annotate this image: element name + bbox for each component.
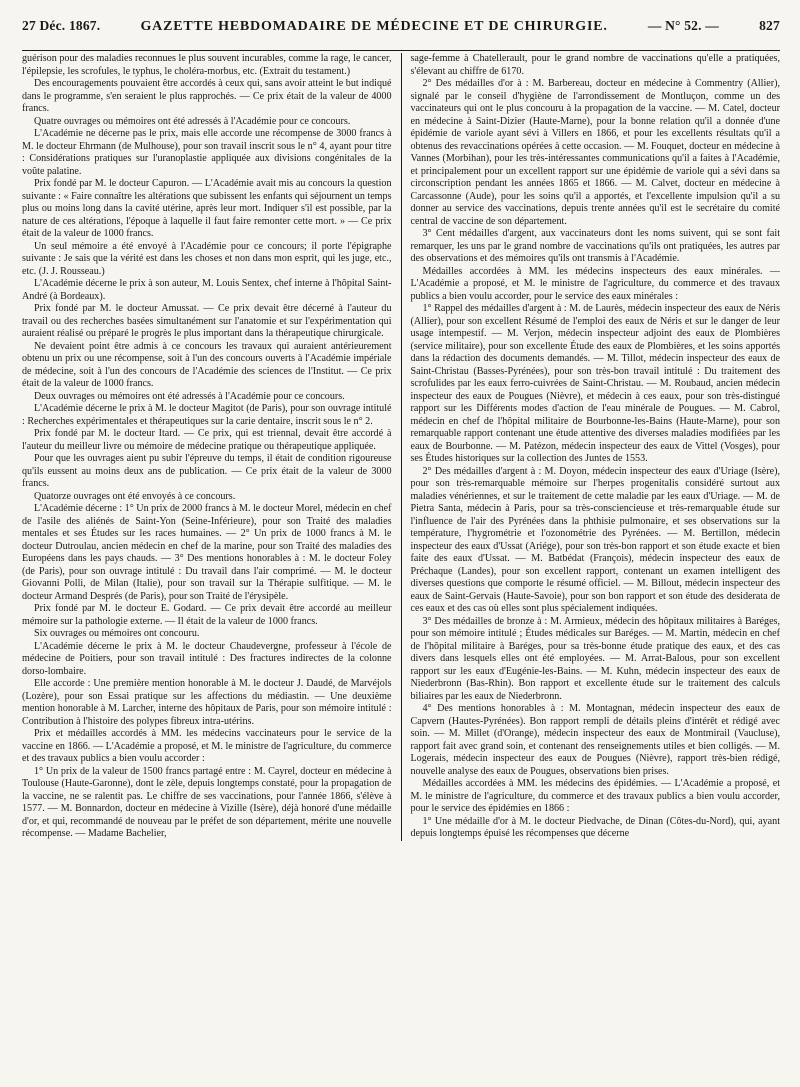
paragraph: 1° Une médaille d'or à M. le docteur Piedvache, de Dinan (Côtes-du-Nord), qui, ayant depuis longtemps épuisé les récompenses que décerne bbox=[410, 815, 781, 839]
paragraph: 2° Des médailles d'argent à : M. Doyon, médecin inspecteur des eaux d'Uriage (Isère), pour son très-remarquable mémoire sur l'herpes progenitalis considéré surtout aux maladies vénériennes, et sur le traitement de cette maladie par les eaux d'Uriage. — M. de Pietra Santa, médecin à Paris, pour sa très-consciencieuse et très-remarquable étude sur l'influence de l'air des Pyrénées dans la phthisie pulmonaire, et ses observations sur la température, l'hygrométrie et l'ozonométrie des Pyrénées. — M. Bertillon, médecin inspecteur des eaux d'Ussat (Ariége), pour son très-bon rapport et son étude exacte et bien faite des eaux d'Ussat. — M. Batbédat (François), médecin inspecteur des eaux de Préchaque (Landes), pour son excellent rapport, contenant un examen intelligent des diverses questions que comporte le résumé officiel. — M. Billout, médecin inspecteur des eaux de Saint-Gervais (Haute-Savoie), pour son bon rapport et son étude des desiderata de ces eaux et des cas où elles sont plus spécialement indiquées. bbox=[410, 465, 781, 614]
paragraph: Prix et médailles accordés à MM. les médecins vaccinateurs pour le service de la vaccine en 1866. — L'Académie a proposé, et M. le ministre de l'agriculture, du commerce et des travaux publics a bien voulu accorder : bbox=[22, 728, 392, 764]
paragraph: Quatre ouvrages ou mémoires ont été adressés à l'Académie pour ce concours. bbox=[34, 115, 351, 127]
paragraph: sage-femme à Chatellerault, pour le grand nombre de vaccinations qu'elle a pratiquées, s'élevant au chiffre de 6170. bbox=[410, 53, 781, 77]
column-divider bbox=[401, 53, 402, 841]
header-date: 27 Déc. 1867. bbox=[22, 18, 101, 33]
paragraph: L'Académie décerne le prix à son auteur, M. Louis Sentex, chef interne à l'hôpital Saint-André (à Bordeaux). bbox=[22, 278, 392, 302]
header-title: GAZETTE HEBDOMADAIRE DE MÉDECINE ET DE CHIRURGIE. bbox=[140, 19, 608, 34]
paragraph: Ne devaient point être admis à ce concours les travaux qui auraient antérieurement obtenu un prix ou une récompense, soit à l'un des concours ouverts à l'Académie impériale de médecine, soit à l'un des concours de l'Académie des sciences de l'Institut. — Ce prix était de la valeur de 1000 francs. bbox=[22, 340, 392, 389]
paragraph: Six ouvrages ou mémoires ont concouru. bbox=[34, 628, 200, 639]
paragraph: 1° Rappel des médailles d'argent à : M. de Laurès, médecin inspecteur des eaux de Néris (Allier), pour son excellent Résumé de l'emploi des eaux de Néris et sur le danger de leur usage intempestif. — M. Verjon, médecin inspecteur adjoint des eaux de Plombières (service militaire), pour son excellente Étude des eaux de Plombières, et les soins apportés dans la rédaction des documents demandés. — M. Tillot, médecin inspecteur des eaux de Saint-Christau (Basses-Pyrénées), pour son très-bon travail intitulé : Du traitement des scrofulides par les eaux ferro-cuivrées de Saint-Christau. — M. Roubaud, ancien médecin inspecteur des eaux de Pougues (Nièvre), et médecin à ces eaux, pour son très-distingué rapport sur les Différents modes d'action de l'eau minérale de Pougues. — M. Cabrol, médecin en chef de l'hôpital militaire de Bourbonne-les-Bains (Haute-Marne), pour son remarquable rapport contenant une étude attentive des diverses maladies modifiées par les eaux de Bourbonne. — M. Patézon, médecin inspecteur des eaux de Vittel (Vosges), pour ses Études historiques sur la collection des Juntes de 1553. bbox=[410, 303, 781, 464]
paragraph: Elle accorde : Une première mention honorable à M. le docteur J. Daudé, de Marvéjols (Lozère), pour son Essai pratique sur les affections du médiastin. — Une deuxième mention honorable à M. Larcher, interne des hôpitaux de Paris, pour son mémoire intitulé : Contribution à l'histoire des polypes fibreux intra-utérins. bbox=[22, 678, 392, 727]
paragraph: 2° Des médailles d'or à : M. Barbereau, docteur en médecine à Commentry (Allier), signalé par le conseil d'hygiène de l'arrondissement de Montluçon, comme un des vaccinateurs qui ont le plus concouru à la propagation de la vaccine. — M. Catel, docteur en médecine à Saint-Dizier (Haute-Marne), pour la bonne relation qu'il a donnée d'une épidémie de variole ayant sévi à Villers en 1866, et pour les excellents résultats qu'il a obtenus des revaccinations opérées à cette occasion. — M. Fouquet, docteur en médecine à Vannes (Morbihan), pour les très-intéressantes communications qu'il a faites à l'Académie, et principalement pour un excellent rapport sur une épidémie de variole qui a sévi dans sa circonscription pendant les années 1865 et 1866. — M. Calvet, docteur en médecine à Carcassonne (Aude), pour les soins qu'il a apportés, et l'excellente impulsion qu'il a su donner au service des vaccinations, depuis trente années qu'il est le secrétaire du comité central de vaccine de son département. bbox=[410, 78, 781, 227]
paragraph: Quatorze ouvrages ont été envoyés à ce concours. bbox=[34, 490, 236, 502]
paragraph: Prix fondé par M. le docteur E. Godard. — Ce prix devait être accordé au meilleur mémoire sur la pathologie externe. — Il était de la valeur de 1000 francs. bbox=[22, 603, 392, 627]
paragraph: L'Académie décerne le prix à M. le docteur Magitot (de Paris), pour son ouvrage intitulé : Recherches expérimentales et thérapeutiques sur la carie dentaire, inscrit sous le n° 2. bbox=[22, 403, 392, 427]
paragraph: 1° Un prix de la valeur de 1500 francs partagé entre : M. Cayrel, docteur en médecine à Toulouse (Haute-Garonne), dont le zèle, depuis longtemps constaté, pour la propagation de la vaccine, ne se ralentit pas. Le chiffre de ses vaccinations, pour l'année 1866, s'élève à 1577. — M. Bonnardon, docteur en médecine à Vizille (Isère), déjà honoré d'une médaille d'or, et qui, recommandé de nouveau par le préfet de son département, mérite une nouvelle récompense. — Madame Bachelier, bbox=[22, 765, 392, 839]
header-issue: — N° 52. — bbox=[647, 18, 719, 33]
paragraph: 3° Des médailles de bronze à : M. Armieux, médecin des hôpitaux militaires à Baréges, pour son mémoire intitulé ; Études médicales sur Baréges. — M. Martin, médecin en chef de l'hôpital militaire à Baréges, pour sa très-bonne étude pratique des eaux, et des cas divers dans lesquels elles ont été employées. — M. Arrat-Balous, pour son excellent rapport sur les eaux d'Eugénie-les-Bains. — M. Kuhn, médecin inspecteur des eaux de Niederbronn (Bas-Rhin). Bon rapport et excellente étude sur le traitement des calculs biliaires par les eaux de Niederbronn. bbox=[410, 615, 781, 702]
paragraph: Pour que les ouvrages aient pu subir l'épreuve du temps, il était de condition rigoureuse qu'ils eussent au moins deux ans de publication. — Ce prix était de la valeur de 3000 francs. bbox=[22, 453, 392, 489]
paragraph: Des encouragements pouvaient être accordés à ceux qui, sans avoir atteint le but indiqué dans le programme, s'en seraient le plus rapprochés. — Ce prix était de la valeur de 4000 francs. bbox=[22, 78, 392, 114]
left-column bbox=[22, 53, 392, 841]
paragraph: Prix fondé par M. le docteur Capuron. — L'Académie avait mis au concours la question suivante : « Faire connaître les altérations que subissent les enfants qui séjournent un temps plus ou moins long dans la cavité utérine, après leur mort. Indiquer s'il est possible, par la nature de ces altérations, l'époque à laquelle il faut faire remonter cette mort. » — Ce prix était de la valeur de 1000 francs. bbox=[22, 178, 392, 239]
paragraph: Prix fondé par M. le docteur Amussat. — Ce prix devait être décerné à l'auteur du travail ou des recherches basées simultanément sur l'anatomie et sur l'expérimentation qui auraient réalisé ou préparé le progrès le plus important dans la thérapeutique chirurgicale. bbox=[22, 303, 392, 339]
paragraph: Médailles accordées à MM. les médecins inspecteurs des eaux minérales. — L'Académie a proposé, et M. le ministre de l'agriculture, du commerce et des travaux publics a bien voulu accorder, pour le service des eaux minérales : bbox=[410, 265, 781, 302]
paragraph: 4° Des mentions honorables à : M. Montagnan, médecin inspecteur des eaux de Capvern (Hautes-Pyrénées). Bon rapport rempli de détails pleins d'intérêt et rédigé avec soin. — M. Millet (d'Orange), médecin inspecteur des eaux de Montmirail (Vaucluse), rapport fait avec grand soin, et contenant des renseignements utiles et bien colligés. — M. Logerais, médecin inspecteur des eaux de Pougues (Nièvre), rapport très-bien rédigé, nouvelle analyse des eaux de Pougues, observations bien prises. bbox=[410, 703, 781, 777]
header-page-number: 827 bbox=[759, 18, 780, 33]
header-rule bbox=[22, 50, 780, 51]
paragraph: Médailles accordées à MM. les médecins des épidémies. — L'Académie a proposé, et M. le ministre de l'agriculture, du commerce et des travaux publics a bien voulu accorder, pour le service des épidémies en 1866 : bbox=[410, 778, 781, 814]
paragraph: Prix fondé par M. le docteur Itard. — Ce prix, qui est triennal, devait être accordé à l'auteur du meilleur livre ou mémoire de médecine pratique ou thérapeutique appliquée. bbox=[22, 428, 392, 452]
paragraph: L'Académie décerne : 1° Un prix de 2000 francs à M. le docteur Morel, médecin en chef de l'asile des aliénés de Saint-Yon (Seine-Inférieure), pour son Traité des maladies mentales et ses Études sur les races humaines. — 2° Un prix de 1000 francs à M. le docteur Dutroulau, ancien médecin en chef de la marine, pour son Traité des maladies des Européens dans les pays chauds. — 3° Des mentions honorables à : M. le docteur Foley (de Paris), pour son ouvrage intitulé : Du travail dans l'air comprimé. — M. le docteur Giovanni Polli, de Milan (Italie), pour son travail sur la Thérapie sulfitique. — M. le docteur Armand Després (de Paris), pour son Traité de l'érysipèle. bbox=[22, 503, 392, 602]
right-column bbox=[411, 53, 781, 841]
paragraph: Deux ouvrages ou mémoires ont été adressés à l'Académie pour ce concours. bbox=[34, 390, 345, 402]
paragraph: L'Académie ne décerne pas le prix, mais elle accorde une récompense de 3000 francs à M. le docteur Ehrmann (de Mulhouse), pour son travail inscrit sous le n° 4, ayant pour titre : Considérations pratiques sur l'uranoplastie appliquée aux divisions congénitales de la voûte palatine. bbox=[22, 128, 392, 177]
paragraph: 3° Cent médailles d'argent, aux vaccinateurs dont les noms suivent, qui se sont fait remarquer, les uns par le grand nombre de vaccinations qu'ils ont pratiquées, les autres par des observations et des mémoires qu'ils ont transmis à l'Académie. bbox=[410, 228, 781, 264]
paragraph: L'Académie décerne le prix à M. le docteur Chaudevergne, professeur à l'école de médecine de Poitiers, pour son travail intitulé : Des fractures indirectes de la colonne dorso-lombaire. bbox=[22, 640, 392, 677]
paragraph: Un seul mémoire a été envoyé à l'Académie pour ce concours; il porte l'épigraphe suivante : Je sais que la vérité est dans les choses et non dans mon esprit, qui les juge, etc., etc. (J. J. Rousseau.) bbox=[22, 240, 392, 277]
paragraph: guérison pour des maladies reconnues le plus souvent incurables, comme la rage, le cancer, l'épilepsie, les scrofules, le typhus, le choléra-morbus, etc. (Extrait du testament.) bbox=[22, 53, 392, 77]
article-columns bbox=[22, 53, 780, 841]
page-header bbox=[22, 18, 780, 42]
